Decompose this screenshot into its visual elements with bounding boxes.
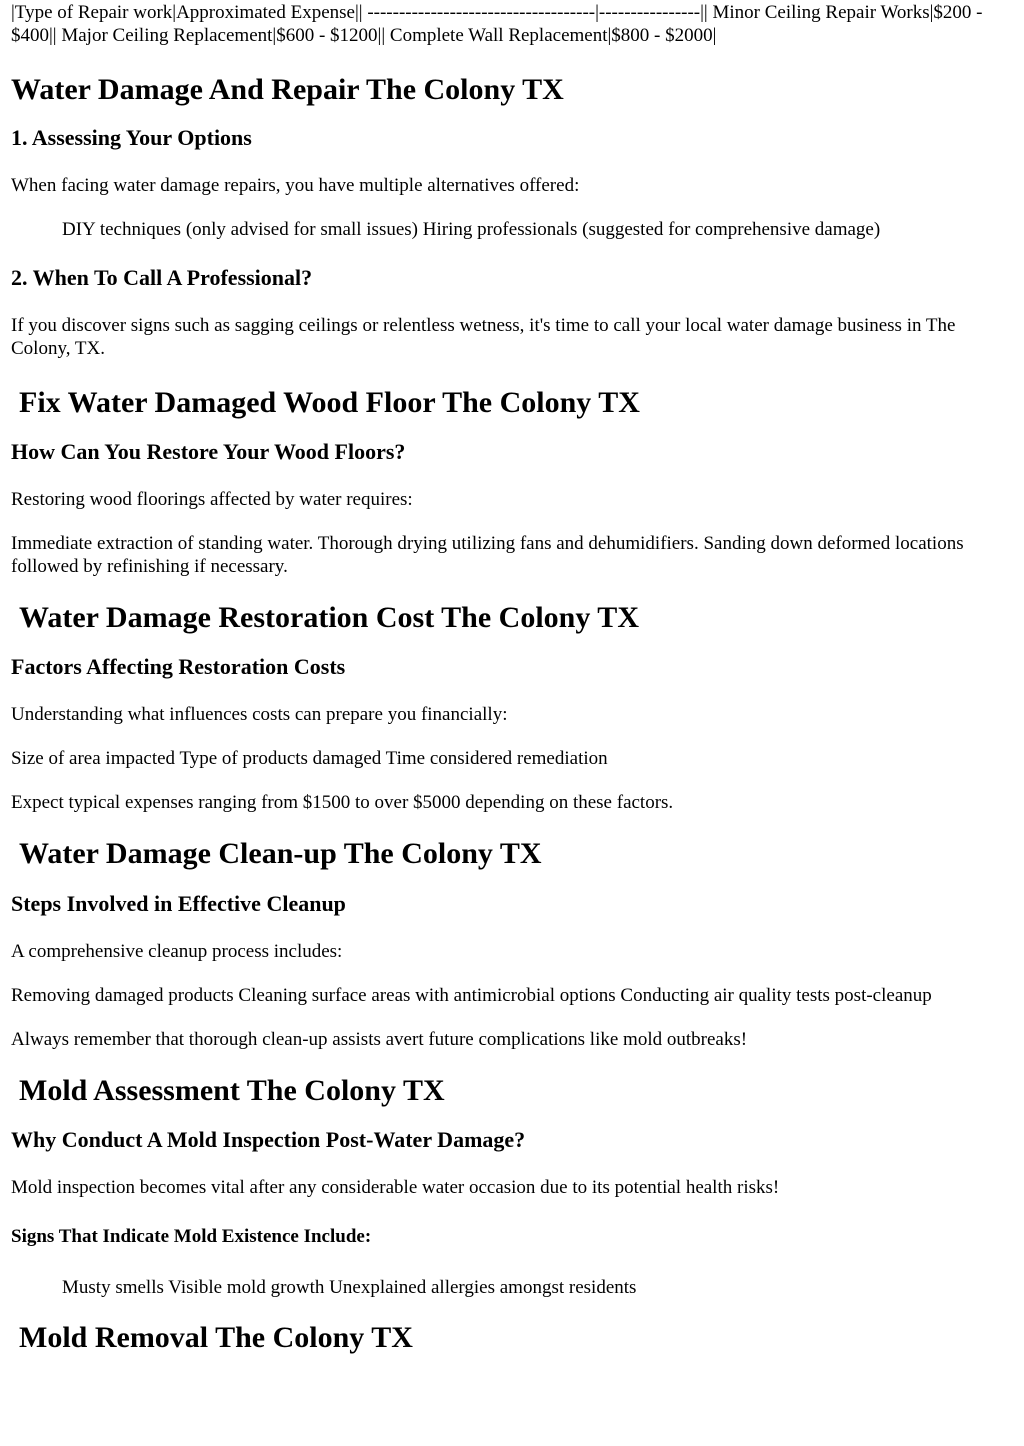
heading-restoration-cost: Water Damage Restoration Cost The Colony TX	[19, 601, 639, 634]
list-repair-options: DIY techniques (only advised for small issues) Hiring professionals (suggested for comprehensive damage)	[62, 219, 881, 240]
paragraph-wood-floor-intro: Restoring wood floorings affected by water requires:	[11, 489, 413, 510]
paragraph-cleanup-reminder: Always remember that thorough clean-up assists avert future complications like mold outbreaks!	[11, 1029, 748, 1050]
subheading-call-professional: 2. When To Call A Professional?	[11, 265, 313, 290]
paragraph-cost-factors: Size of area impacted Type of products damaged Time considered remediation	[11, 748, 608, 769]
heading-cleanup: Water Damage Clean-up The Colony TX	[19, 837, 542, 870]
heading-mold-assessment: Mold Assessment The Colony TX	[19, 1074, 445, 1107]
heading-water-damage-repair: Water Damage And Repair The Colony TX	[11, 73, 564, 106]
paragraph-cost-intro: Understanding what influences costs can prepare you financially:	[11, 704, 508, 725]
subheading-assessing-options: 1. Assessing Your Options	[11, 125, 252, 150]
subheading-mold-inspection: Why Conduct A Mold Inspection Post-Water Damage?	[11, 1127, 526, 1152]
paragraph-cleanup-intro: A comprehensive cleanup process includes:	[11, 941, 343, 962]
heading-wood-floor: Fix Water Damaged Wood Floor The Colony TX	[19, 386, 640, 419]
repair-cost-table-text: |Type of Repair work|Approximated Expense|| ------------------------------------|----------------|| Minor Ceiling Repair Works|$200 - $400|| Major Ceiling Replacement|$600 - $1200|| Complete Wall Replacement|$800 - $2000|	[11, 2, 983, 46]
subheading-cleanup-steps: Steps Involved in Effective Cleanup	[11, 891, 346, 916]
heading-mold-removal: Mold Removal The Colony TX	[19, 1321, 413, 1354]
list-mold-signs: Musty smells Visible mold growth Unexplained allergies amongst residents	[62, 1277, 637, 1298]
paragraph-call-professional: If you discover signs such as sagging ceilings or relentless wetness, it's time to call your local water damage business in The Colony, TX.	[11, 315, 956, 359]
paragraph-wood-floor-steps: Immediate extraction of standing water. Thorough drying utilizing fans and dehumidifiers. Sanding down deformed locations followed by refinishing if necessary.	[11, 533, 964, 577]
paragraph-mold-inspection: Mold inspection becomes vital after any considerable water occasion due to its potential health risks!	[11, 1177, 780, 1198]
subheading-cost-factors: Factors Affecting Restoration Costs	[11, 654, 346, 679]
paragraph-alternatives-intro: When facing water damage repairs, you have multiple alternatives offered:	[11, 175, 580, 196]
subheading-restore-wood-floors: How Can You Restore Your Wood Floors?	[11, 439, 406, 464]
paragraph-cleanup-steps: Removing damaged products Cleaning surface areas with antimicrobial options Conducting air quality tests post-cleanup	[11, 985, 932, 1006]
subheading-mold-signs: Signs That Indicate Mold Existence Include:	[11, 1226, 372, 1247]
paragraph-cost-range: Expect typical expenses ranging from $1500 to over $5000 depending on these factors.	[11, 792, 674, 813]
